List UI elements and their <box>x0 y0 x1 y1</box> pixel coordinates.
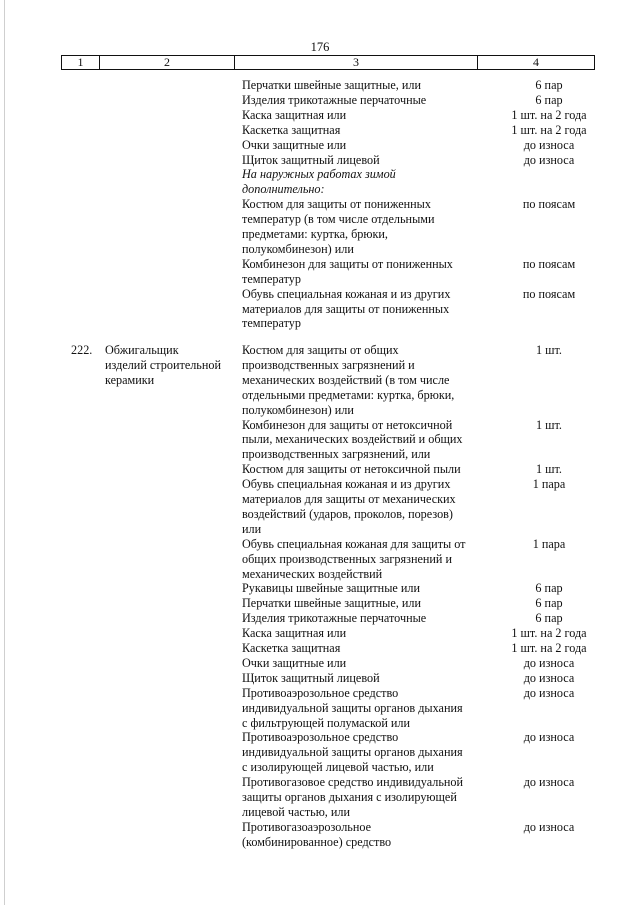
item-name-line: защиты органов дыхания с изолирующей <box>242 790 457 804</box>
cont-item-name <box>242 78 484 93</box>
entry-222-item-quantity: 1 шт. <box>536 462 562 477</box>
item-name-line: Каска защитная или <box>242 107 347 122</box>
entry-222-item-quantity: 1 пара <box>532 536 566 551</box>
item-name-line: производственных загрязнений и <box>242 357 415 372</box>
item-name-line: индивидуальной защиты органов дыхания <box>242 700 463 715</box>
cont-item-name <box>242 257 484 287</box>
entry-222-item-name <box>242 596 484 611</box>
cont-item-quantity: 1 шт. на 2 года <box>511 122 587 137</box>
cont-item-name <box>242 197 484 257</box>
entry-222-item-quantity: 6 пар <box>535 611 563 626</box>
entry-222-item-name <box>242 537 484 582</box>
column-header-2: 2 <box>100 56 235 70</box>
cont-item-name <box>242 123 484 138</box>
profession-line: керамики <box>105 372 155 387</box>
item-name-line: Каскетка защитная <box>242 122 341 137</box>
entry-222-item-name <box>242 418 484 463</box>
item-name-line: Костюм для защиты от общих <box>242 343 399 357</box>
cont-item-quantity: по поясам <box>522 197 576 212</box>
item-name-line: Щиток защитный лицевой <box>242 670 380 685</box>
cont-item-quantity: по поясам <box>522 256 576 271</box>
item-name-line: Противогазоаэрозольное <box>242 819 372 834</box>
item-name-line: общих производственных загрязнений и <box>242 551 453 566</box>
column-header-table <box>61 55 595 70</box>
entry-222-item-name <box>242 820 484 850</box>
item-name-line: температур (в том числе отдельными <box>242 212 435 227</box>
scan-edge <box>4 0 5 905</box>
entry-222-item-name <box>242 775 484 820</box>
entry-222-item-quantity: 1 пара <box>532 477 566 492</box>
item-name-line: пыли, механических воздействий и общих <box>242 432 463 447</box>
item-name-line: полукомбинезон) или <box>242 402 354 417</box>
cont-item-quantity: 6 пар <box>535 92 563 107</box>
entry-222-item-name <box>242 462 484 477</box>
profession-line: Обжигальщик <box>105 343 179 357</box>
entry-222-item-name <box>242 343 484 418</box>
item-name-line: предметами: куртка, брюки, <box>242 227 388 241</box>
entry-222-item-quantity: 1 шт. на 2 года <box>511 641 587 655</box>
item-name-line: механических воздействий <box>242 566 383 581</box>
item-name-line: индивидуальной защиты органов дыхания <box>242 745 463 760</box>
item-name-line: Перчатки швейные защитные, или <box>242 78 422 92</box>
item-name-line: материалов для защиты от пониженных <box>242 301 450 316</box>
cont-item-quantity: 6 пар <box>535 78 563 92</box>
entry-222-item-name <box>242 581 484 596</box>
cont-item-name <box>242 138 484 153</box>
item-name-line: производственных загрязнений, или <box>242 447 431 462</box>
item-name-line: Противоаэрозольное средство <box>242 685 399 700</box>
entry-222-item-quantity: 6 пар <box>535 596 563 611</box>
cont-item-name <box>242 108 484 123</box>
cont-item-name <box>242 93 484 108</box>
item-name-line: отдельными предметами: куртка, брюки, <box>242 387 455 402</box>
entry-222-item-name <box>242 656 484 671</box>
entry-222-item-quantity: до износа <box>523 670 575 685</box>
item-name-line: температур <box>242 271 301 286</box>
cont-item-name <box>242 167 484 197</box>
entry-222-item-quantity: до износа <box>523 775 575 790</box>
item-name-line: воздействий (ударов, проколов, порезов) <box>242 506 453 521</box>
cont-item-name <box>242 153 484 168</box>
item-name-line: Комбинезон для защиты от пониженных <box>242 256 453 271</box>
entry-number: 222. <box>71 343 93 357</box>
profession-line: изделий строительной <box>105 357 222 372</box>
item-name-line: с фильтрующей полумаской или <box>242 715 411 730</box>
item-name-line: Обувь специальная кожаная для защиты от <box>242 536 466 551</box>
item-name-line: (комбинированное) средство <box>242 834 392 849</box>
entry-222-item-quantity: 1 шт. <box>536 417 562 432</box>
column-header-4: 4 <box>478 56 595 70</box>
entry-222-item-quantity: до износа <box>523 819 575 834</box>
item-name-line: Противогазовое средство индивидуальной <box>242 775 464 790</box>
item-name-line: Перчатки швейные защитные, или <box>242 596 422 611</box>
profession-name <box>105 343 237 388</box>
entry-222-item-name <box>242 641 484 656</box>
item-name-line: температур <box>242 316 301 331</box>
item-name-line: Каска защитная или <box>242 626 347 641</box>
entry-222-item-name <box>242 686 484 731</box>
entry-222-item-quantity: до износа <box>523 685 575 700</box>
cont-item-quantity: до износа <box>523 152 575 167</box>
entry-222-item-quantity: до износа <box>523 730 575 745</box>
item-name-line: Костюм для защиты от пониженных <box>242 197 431 212</box>
item-name-line: Обувь специальная кожаная и из других <box>242 286 451 301</box>
item-name-line: Противоаэрозольное средство <box>242 730 399 745</box>
item-name-line: На наружных работах зимой <box>242 167 396 182</box>
item-name-line: Изделия трикотажные перчаточные <box>242 611 427 626</box>
item-name-line: с изолирующей лицевой частью, или <box>242 760 434 775</box>
item-name-line: Обувь специальная кожаная и из других <box>242 477 451 492</box>
column-header-1: 1 <box>62 56 100 70</box>
item-name-line: механических воздействий (в том числе <box>242 372 450 387</box>
entry-222-item-quantity: 6 пар <box>535 581 563 596</box>
entry-222-item-name <box>242 611 484 626</box>
entry-222-item-quantity: до износа <box>523 655 575 670</box>
entry-222-item-name <box>242 626 484 641</box>
item-name-line: Изделия трикотажные перчаточные <box>242 92 427 107</box>
cont-item-quantity: по поясам <box>522 286 576 301</box>
item-name-line: Комбинезон для защиты от нетоксичной <box>242 417 453 432</box>
entry-222-item-quantity: 1 шт. <box>536 343 562 357</box>
column-header-3: 3 <box>235 56 478 70</box>
item-name-line: Каскетка защитная <box>242 641 341 655</box>
item-name-line: Рукавицы швейные защитные или <box>242 581 420 596</box>
item-name-line: Очки защитные или <box>242 137 347 152</box>
item-name-line: Щиток защитный лицевой <box>242 152 380 167</box>
item-name-line: материалов для защиты от механических <box>242 492 456 506</box>
cont-item-name <box>242 287 484 332</box>
entry-222-item-name <box>242 477 484 537</box>
item-name-line: дополнительно: <box>242 182 325 197</box>
column-header-row <box>62 56 595 70</box>
item-name-line: Очки защитные или <box>242 655 347 670</box>
page-number: 176 <box>310 40 330 54</box>
item-name-line: Костюм для защиты от нетоксичной пыли <box>242 462 461 477</box>
entry-222-item-quantity: 1 шт. на 2 года <box>511 626 587 641</box>
cont-item-quantity: до износа <box>523 137 575 152</box>
entry-222-item-name <box>242 730 484 775</box>
entry-222-item-name <box>242 671 484 686</box>
cont-item-quantity: 1 шт. на 2 года <box>511 107 587 122</box>
item-name-line: или <box>242 521 262 536</box>
item-name-line: полукомбинезон) или <box>242 241 354 256</box>
item-name-line: лицевой частью, или <box>242 804 351 819</box>
